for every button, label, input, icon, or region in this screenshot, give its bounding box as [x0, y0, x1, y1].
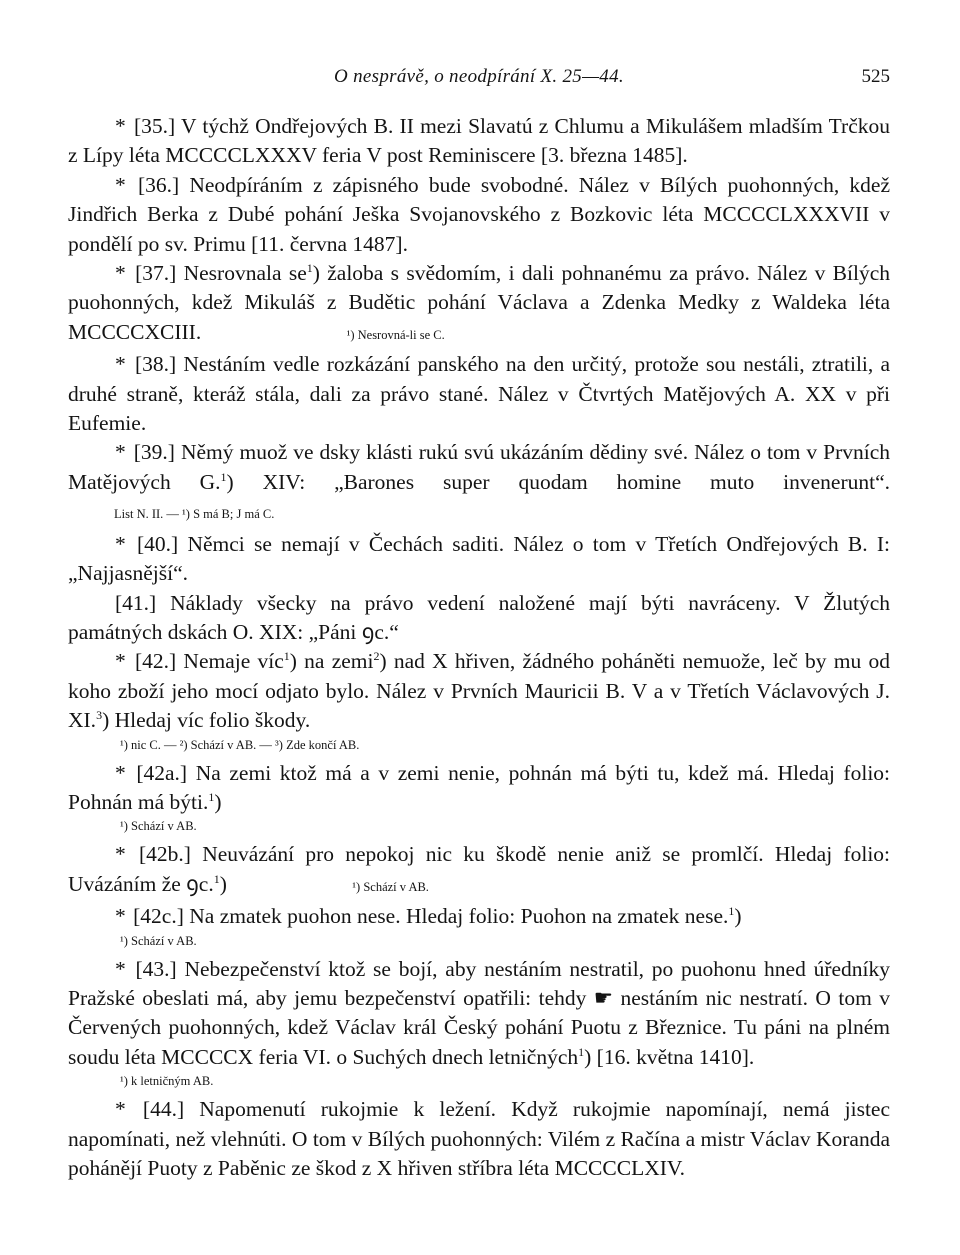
- footnote-ref: 1: [208, 789, 215, 804]
- entry-number: [39.]: [133, 440, 175, 465]
- footnote: ¹) k letničným AB.: [120, 1074, 214, 1089]
- entry-text: ) [16. května 1410].: [584, 1044, 755, 1069]
- page-number: 525: [861, 66, 890, 87]
- entry-text: ): [214, 789, 222, 814]
- entry-number: [43.]: [135, 956, 177, 981]
- page-header: [68, 66, 890, 92]
- entry-text: Napomenutí rukojmie k ležení. Když rukojmie napomínají, nemá jistec napomínati, než vlehnúti. O tom v Bílých puohonných: Vilém z Račína a mistr Václav Koranda pohánějí Puoty z Paběnic ze škod z X hřiven stříbra léta MCCCCLXIV.: [68, 1097, 891, 1180]
- footnote: ¹) nic C. — ²) Schází v AB. — ³) Zde končí AB.: [120, 737, 360, 752]
- footnote-ref: 1: [578, 1044, 585, 1059]
- entry-number: [35.]: [133, 114, 176, 138]
- entry-text: ) na zemi: [289, 649, 374, 674]
- footnote-ref: 2: [373, 649, 380, 664]
- entry-text: Nesrovnala se: [183, 261, 307, 286]
- footnote: ¹) Schází v AB.: [120, 819, 197, 834]
- entry-number: [36.]: [137, 172, 180, 197]
- entry-text: V týchž Ondřejových B. II mezi Slavatú z Chlumu a Mikulášem mladším Trčkou z Lípy léta MCCCCLXXXV feria V post Reminiscere [3. března 1485].: [68, 114, 890, 168]
- footnote-ref: 1: [306, 261, 313, 276]
- entry-mark: *: [115, 172, 126, 197]
- footnote-ref: 1: [728, 904, 735, 919]
- entry-36: [68, 171, 890, 259]
- entry-mark: *: [115, 1097, 126, 1122]
- entry-35: [68, 112, 890, 171]
- entry-text: Na zemi ktož má a v zemi nenie, pohnán má býti tu, kdež má. Hledaj folio: Pohnán má býti.: [68, 760, 891, 814]
- entry-number: [38.]: [134, 352, 177, 377]
- entry-text: Nestáním vedle rozkázání panského na den určitý, protože sou nestáli, ztratili, a druhé straně, kteráž stála, dali za právo stané. Nález v Čtvrtých Matějových A. XX v při Eufemie.: [68, 352, 891, 436]
- entry-number: [40.]: [137, 531, 179, 556]
- entry-42b: [68, 840, 890, 902]
- entry-number: [42.]: [134, 649, 177, 674]
- footnote-ref: 3: [96, 708, 103, 723]
- entry-42a: [68, 759, 890, 818]
- entry-number: [42a.]: [136, 760, 188, 785]
- entry-number: [44.]: [142, 1097, 185, 1122]
- entry-mark: *: [115, 956, 126, 981]
- entry-42c: [68, 902, 890, 931]
- entry-text: žaloba s svědomím, i dali pohnanému za právo. Nález v Bílých puohonných, kdež Mikuláš z Budětic pohání Václava a Zdenka Medky z Waldeka léta MCCCCXCIII.: [68, 261, 890, 344]
- entry-mark: *: [115, 904, 126, 929]
- footnote: ¹) Schází v AB.: [352, 879, 429, 894]
- entry-44: [68, 1095, 890, 1183]
- entry-43: [68, 955, 890, 1073]
- entry-text: Nebezpečenství ktož se bojí, aby nestáním nestratil, po puohonu hned úředníky Pražské obeslati má, aby jemu bezpečenství opatřili: tehdy ☛ nestáním nic nestratí. O tom v Červených puohonných, kdež Václav král Český pohání Puotu z Březnice. Tu páni na plném soudu léta MCCCCX feria VI. o Suchých dnech letničných: [68, 956, 891, 1069]
- entry-37: * [37.] Nesrovnala $se^1$) žaloba s svědomím, i dali pohnanému za právo. Nález v Bílých puohonných, kdež Mikuláš z Budětic pohání Václava a Zdenka Medky z Waldeka léta MCCCCXCIII. ¹) Nesrovná-li se C.: [68, 261, 890, 344]
- footnote: ¹) Nesrovná-li se C.: [346, 327, 445, 342]
- footnote-ref: 1: [213, 871, 220, 886]
- footnote-ref: 1: [283, 649, 290, 664]
- entry-mark: *: [115, 760, 126, 785]
- entry-mark: *: [115, 352, 126, 377]
- entry-text: ): [734, 904, 742, 929]
- entry-40: [68, 530, 890, 589]
- running-title: O nesprávě, o neodpírání X. 25—44.: [334, 66, 624, 87]
- entry-39: [68, 438, 890, 529]
- entry-41: [68, 589, 890, 648]
- entry-text: Neuvázání pro nepokoj nic ku škodě nenie aniž se promlčí. Hledaj folio: Uvázáním že ꝯc.: [68, 842, 891, 896]
- entry-text: ) Hledaj víc folio škody.: [102, 708, 311, 733]
- entry-number: [41.]: [115, 590, 157, 615]
- entry-text: ) nad X hřiven, žádného poháněti nemuože, leč by mu od koho zboží jeho mocí odjato bylo. Nález v Prvních Mauricii B. V a v Třetích Václavových J. XI.: [68, 649, 890, 733]
- footnote: List N. II. — ¹) S má B; J má C.: [114, 507, 275, 522]
- entry-text: Na zmatek puohon nese. Hledaj folio: Puohon na zmatek nese.: [189, 904, 729, 929]
- entry-text: Němý muož ve dsky klásti rukú svú ukázáním dědiny své. Nález o tom v Prvních Matějových G.: [68, 440, 891, 494]
- page-body: [68, 112, 890, 1183]
- entry-mark: *: [115, 649, 126, 674]
- entry-text: Neodpíráním z zápisného bude svobodné. Nález v Bílých puohonných, kdež Jindřich Berka z Dubé pohání Ješka Svojanovského z Bozkovic léta MCCCCLXXXVII v pondělí po sv. Primu [11. června 1487].: [68, 172, 890, 256]
- entry-text: ) XIV: „Barones super quodam homine muto invenerunt“.: [226, 469, 890, 494]
- entry-number: [37.]: [135, 261, 177, 286]
- entry-mark: *: [115, 842, 126, 867]
- entry-mark: *: [115, 440, 126, 465]
- entry-38: [68, 350, 890, 438]
- entry-text: Náklady všecky na právo vedení naložené mají býti navráceny. V Žlutých památných dskách O. XIX: „Páni ꝯc.“: [68, 590, 891, 644]
- entry-mark: *: [115, 531, 126, 556]
- entry-number: [42b.]: [139, 842, 191, 867]
- footnote: ¹) Schází v AB.: [120, 933, 197, 948]
- entry-mark: *: [115, 114, 126, 138]
- entry-text: Nemaje víc: [183, 649, 284, 674]
- entry-mark: *: [115, 261, 126, 286]
- entry-number: [42c.]: [133, 904, 184, 929]
- entry-text: Němci se nemají v Čechách saditi. Nález o tom v Třetích Ondřejových B. I: „Najjasnější“.: [68, 531, 890, 586]
- entry-42: [68, 647, 890, 735]
- footnote-ref: 1: [220, 469, 227, 484]
- entry-text: ): [219, 871, 227, 896]
